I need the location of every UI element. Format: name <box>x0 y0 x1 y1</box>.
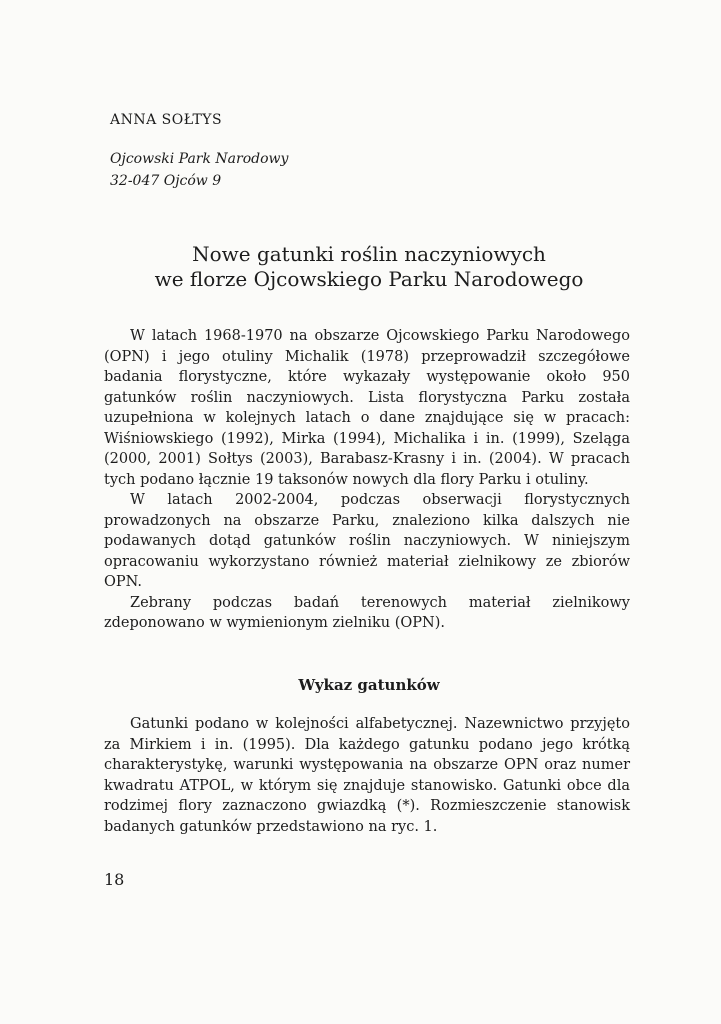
intro-paragraph: Zebrany podczas badań terenowych materiał zielnikowy zdeponowano w wymienionym zielniku (OPN). <box>104 594 630 631</box>
article-title-line-1: Nowe gatunki roślin naczyniowych <box>192 242 546 266</box>
article-title-line-2: we florze Ojcowskiego Parku Narodowego <box>154 267 584 291</box>
section-heading: Wykaz gatunków <box>298 676 440 694</box>
affiliation-address: 32-047 Ojców 9 <box>110 173 222 189</box>
affiliation-institution: Ojcowski Park Narodowy <box>110 151 289 167</box>
page-number: 18 <box>104 870 125 889</box>
author-name: ANNA SOŁTYS <box>110 112 223 128</box>
intro-paragraph: W latach 2002-2004, podczas obserwacji florystycznych prowadzonych na obszarze Parku, znaleziono kilka dalszych nie podawanych dotąd gatunków roślin naczyniowych. W niniejszym opracowaniu wykorzystano również materiał zielnikowy ze zbiorów OPN. <box>104 492 630 590</box>
article-title <box>104 242 634 292</box>
intro-section <box>104 326 630 634</box>
methods-section <box>104 714 630 837</box>
author-affiliation <box>110 148 288 192</box>
methods-paragraph: Gatunki podano w kolejności alfabetycznej. Nazewnictwo przyjęto za Mirkiem i in. (1995). Dla każdego gatunku podano jego krótką charakterystykę, warunki występowania na obszarze OPN oraz numer kwadratu ATPOL, w którym się znajduje stanowisko. Gatunki obce dla rodzimej flory zaznaczono gwiazdką (*). Rozmieszczenie stanowisk badanych gatunków przedstawiono na ryc. 1. <box>104 716 630 835</box>
intro-paragraph: W latach 1968-1970 na obszarze Ojcowskiego Parku Narodowego (OPN) i jego otuliny Michalik (1978) przeprowadził szczegółowe badania florystyczne, które wykazały występowanie około 950 gatunków roślin naczyniowych. Lista florystyczna Parku została uzupełniona w kolejnych latach o dane znajdujące się w pracach: Wiśniowskiego (1992), Mirka (1994), Michalika i in. (1999), Szeląga (2000, 2001) Sołtys (2003), Barabasz-Krasny i in. (2004). W pracach tych podano łącznie 19 taksonów nowych dla flory Parku i otuliny. <box>104 328 630 488</box>
